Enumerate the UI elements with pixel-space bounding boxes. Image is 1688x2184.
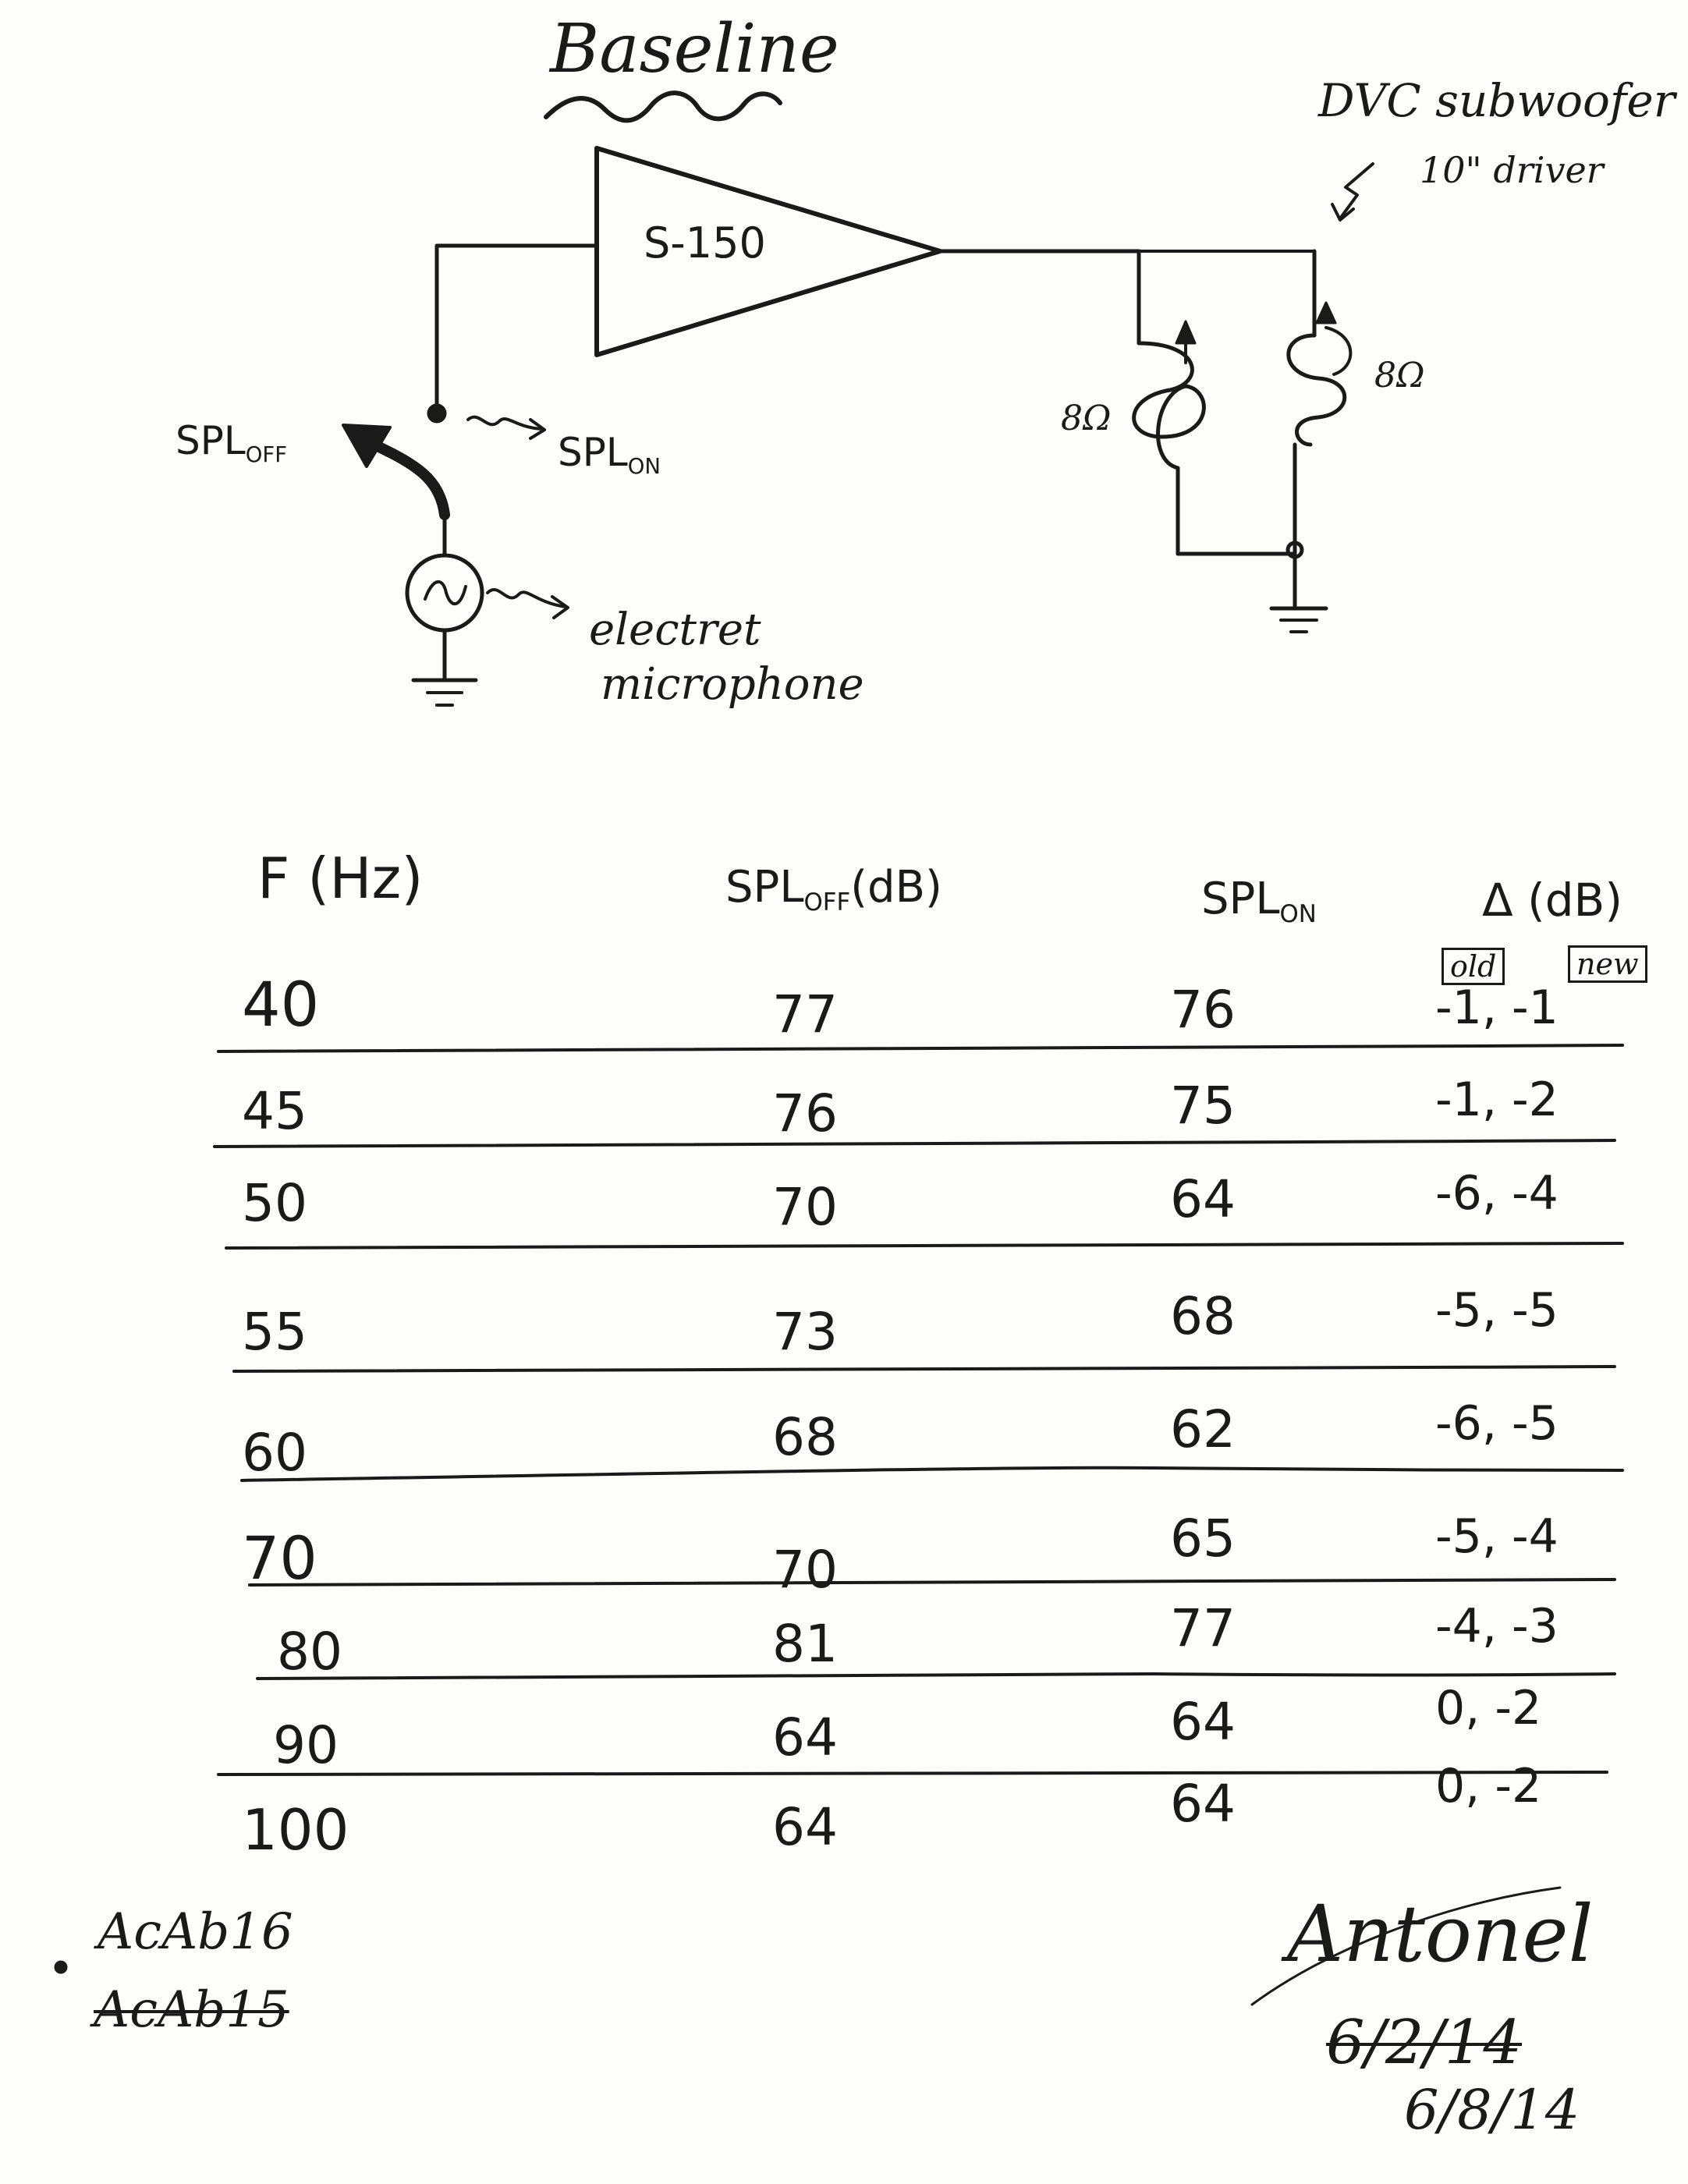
cell-delta: -6, -5 bbox=[1435, 1396, 1559, 1451]
header-delta-new: new bbox=[1568, 945, 1647, 983]
cell-spl-off: 81 bbox=[772, 1614, 838, 1674]
header-frequency: F (Hz) bbox=[257, 846, 424, 911]
cell-spl-off: 68 bbox=[772, 1407, 838, 1467]
date-current: 6/8/14 bbox=[1404, 2078, 1580, 2142]
cell-spl-off: 70 bbox=[772, 1177, 838, 1237]
cell-frequency: 70 bbox=[242, 1523, 317, 1593]
cell-spl-off: 64 bbox=[772, 1707, 838, 1767]
header-spl-on-sub: ON bbox=[1279, 899, 1317, 928]
microphone-label-line2: microphone bbox=[601, 659, 864, 710]
cell-spl-on: 62 bbox=[1170, 1399, 1236, 1459]
microphone-label-line1: electret bbox=[589, 604, 761, 655]
cell-spl-on: 77 bbox=[1170, 1598, 1236, 1658]
header-delta-old: old bbox=[1442, 948, 1505, 985]
date-struck: 6/2/14 bbox=[1326, 2008, 1523, 2078]
cell-spl-off: 70 bbox=[772, 1540, 838, 1600]
cell-delta: -5, -5 bbox=[1435, 1283, 1559, 1338]
cell-spl-on: 68 bbox=[1170, 1286, 1236, 1346]
spl-on-main: SPL bbox=[558, 430, 628, 475]
cell-frequency: 90 bbox=[273, 1715, 339, 1775]
header-delta: Δ (dB) bbox=[1482, 874, 1622, 927]
cell-spl-on: 64 bbox=[1170, 1774, 1236, 1834]
header-spl-off-sub: OFF bbox=[803, 888, 851, 916]
header-spl-on-main: SPL bbox=[1201, 874, 1280, 924]
spl-off-sub: OFF bbox=[245, 441, 288, 467]
cell-frequency: 50 bbox=[242, 1173, 307, 1233]
speaker-annotation-line1: DVC subwoofer bbox=[1318, 74, 1676, 127]
cell-frequency: 55 bbox=[242, 1302, 307, 1362]
code-struck: AcAb15 bbox=[94, 1981, 289, 2039]
page-title: Baseline bbox=[550, 10, 839, 88]
header-spl-off-main: SPL bbox=[725, 862, 804, 913]
cell-spl-on: 76 bbox=[1170, 980, 1236, 1040]
speaker-annotation-line2: 10" driver bbox=[1420, 149, 1604, 191]
header-spl-off-unit: (dB) bbox=[850, 862, 942, 913]
cell-frequency: 60 bbox=[242, 1423, 307, 1483]
cell-delta: -5, -4 bbox=[1435, 1509, 1559, 1564]
cell-delta: 0, -2 bbox=[1435, 1759, 1542, 1814]
cell-spl-off: 77 bbox=[772, 984, 838, 1044]
cell-delta: -1, -2 bbox=[1435, 1072, 1559, 1127]
amplifier-label: S-150 bbox=[644, 218, 766, 268]
cell-frequency: 100 bbox=[242, 1797, 349, 1863]
cell-frequency: 45 bbox=[242, 1081, 307, 1141]
code-current: AcAb16 bbox=[98, 1903, 293, 1961]
cell-spl-off: 64 bbox=[772, 1797, 838, 1857]
cell-spl-on: 65 bbox=[1170, 1509, 1236, 1569]
cell-spl-on: 64 bbox=[1170, 1169, 1236, 1229]
spl-off-main: SPL bbox=[176, 418, 246, 463]
cell-delta: -1, -1 bbox=[1435, 980, 1559, 1035]
cell-spl-on: 75 bbox=[1170, 1076, 1236, 1136]
coil-left-label: 8Ω bbox=[1061, 399, 1112, 438]
cell-spl-off: 76 bbox=[772, 1083, 838, 1143]
spl-on-sub: ON bbox=[627, 453, 661, 479]
coil-right-label: 8Ω bbox=[1374, 356, 1425, 395]
cell-delta: -4, -3 bbox=[1435, 1599, 1559, 1654]
cell-delta: 0, -2 bbox=[1435, 1681, 1542, 1736]
cell-frequency: 80 bbox=[277, 1622, 342, 1682]
cell-spl-on: 64 bbox=[1170, 1692, 1236, 1752]
cell-frequency: 40 bbox=[242, 970, 320, 1041]
cell-delta: -6, -4 bbox=[1435, 1166, 1559, 1221]
cell-spl-off: 73 bbox=[772, 1302, 838, 1362]
signature: Antonel bbox=[1287, 1888, 1594, 1980]
